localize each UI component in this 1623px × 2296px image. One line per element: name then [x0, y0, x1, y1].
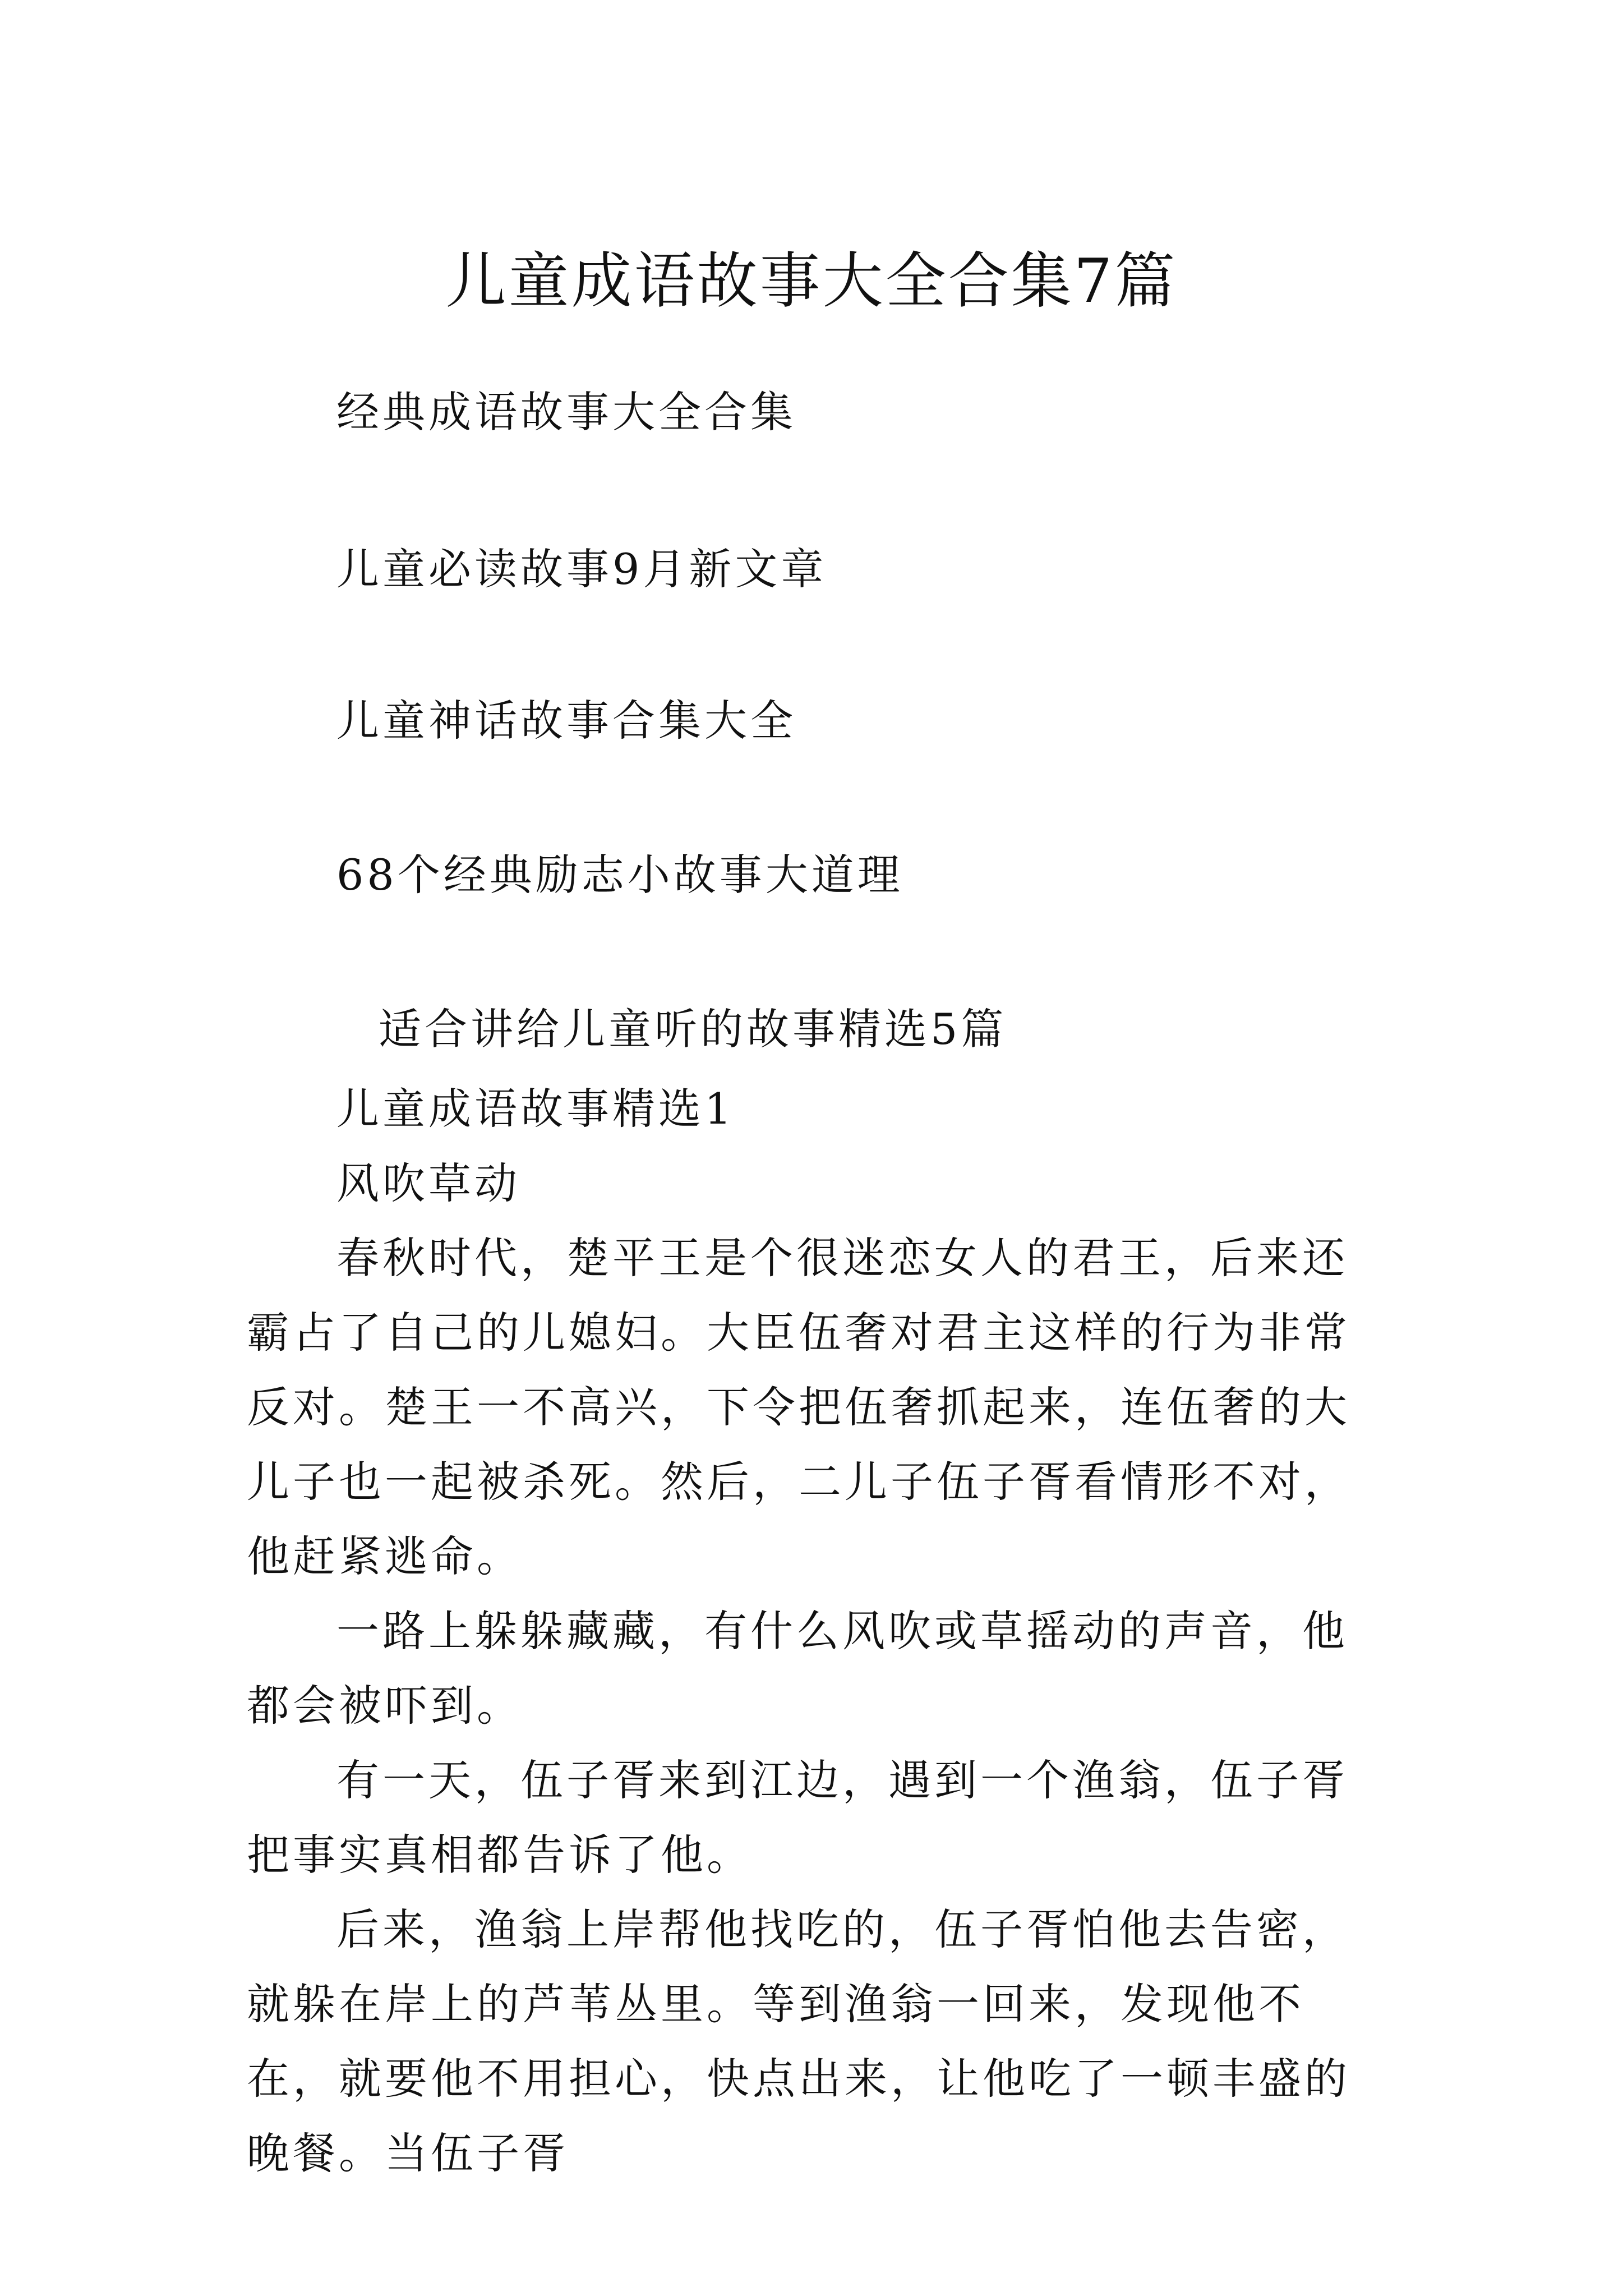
document-title: 儿童成语故事大全合集7篇 — [445, 246, 1178, 317]
related-link-3[interactable]: 儿童神话故事合集大全 — [336, 696, 796, 746]
paragraph-2: 一路上躲躲藏藏，有什么风吹或草摇动的声音，他都会被吓到。 — [247, 1606, 1348, 1731]
paragraph-3: 有一天，伍子胥来到江边，遇到一个渔翁，伍子胥把事实真相都告诉了他。 — [247, 1755, 1348, 1880]
related-link-4[interactable]: 68个经典励志小故事大道理 — [336, 850, 903, 900]
story-body — [247, 1071, 1391, 2191]
related-link-5[interactable]: 适合讲给儿童听的故事精选5篇 — [379, 1004, 1007, 1054]
paragraph-1: 春秋时代，楚平王是个很迷恋女人的君王，后来还霸占了自己的儿媳妇。大臣伍奢对君主这样的行为非常反对。楚王一不高兴，下令把伍奢抓起来，连伍奢的大儿子也一起被杀死。然后，二儿子伍子胥看情形不对，他赶紧逃命。 — [247, 1233, 1350, 1581]
paragraph-4: 后来，渔翁上岸帮他找吃的，伍子胥怕他去告密，就躲在岸上的芦苇丛里。等到渔翁一回来，发现他不在，就要他不用担心，快点出来，让他吃了一顿丰盛的晚餐。当伍子胥 — [247, 1904, 1350, 2178]
story-title: 风吹草动 — [336, 1158, 520, 1208]
section-heading: 儿童成语故事精选1 — [336, 1084, 735, 1134]
related-link-1[interactable]: 经典成语故事大全合集 — [336, 387, 796, 437]
related-link-2[interactable]: 儿童必读故事9月新文章 — [336, 544, 827, 594]
